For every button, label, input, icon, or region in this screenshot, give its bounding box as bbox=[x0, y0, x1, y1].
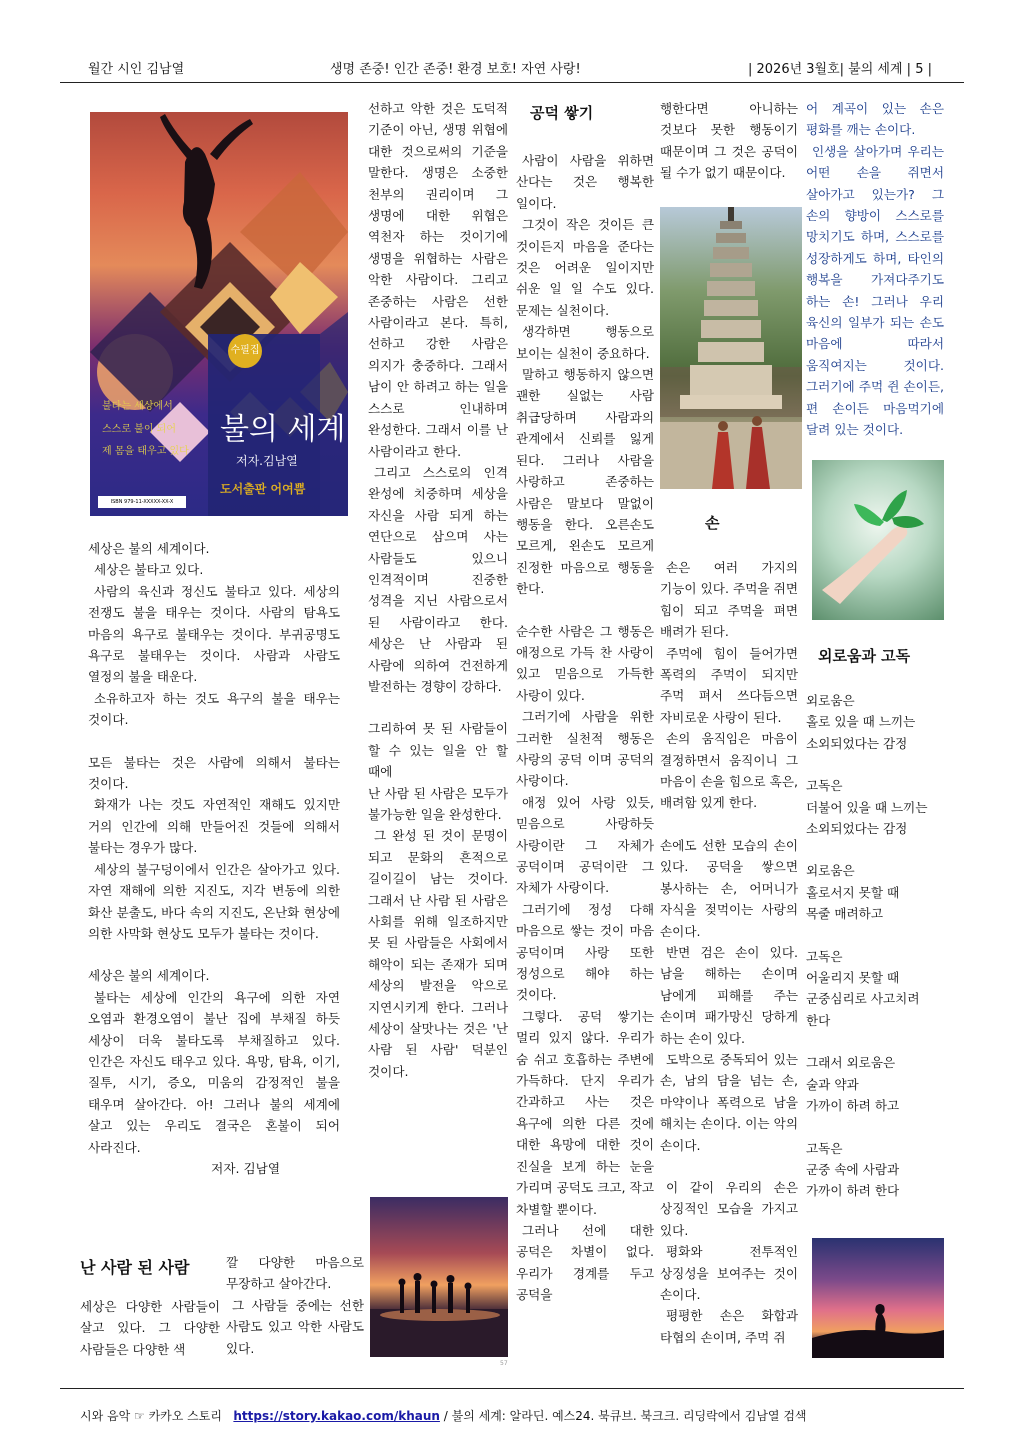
cover-line-2: 스스로 불이 되어 bbox=[102, 424, 176, 435]
poem-line: 고독은 bbox=[806, 948, 843, 964]
footer-prefix: 시와 음악 ☞ 카카오 스토리 bbox=[80, 1409, 222, 1423]
paragraph: 이 같이 우리의 손은 상징적인 모습을 가지고 있다. bbox=[660, 1179, 798, 1238]
paragraph: 사람의 육신과 정신도 불타고 있다. 세상의 전쟁도 불을 태우는 것이다. 사람의 탐욕도 마음의 욕구로 불태우는 것이다. 부귀공명도 욕구로 불태우는 것이다. 사람과 사람도 열정의 불을 태운다. bbox=[88, 583, 340, 685]
section-title-hand: 손 bbox=[705, 514, 720, 532]
hand-leaf-art bbox=[812, 460, 944, 620]
paragraph: 불타는 세상에 인간의 욕구에 의한 자연 오염과 환경오염이 불난 집에 부채질 하듯 세상이 더욱 불타도록 부채질하고 있다. 인간은 자신도 태우고 있다. 욕망, 탐욕, 이기, 질투, 시기, 증오, 미움의 감정적인 불을 태우며 살아간다. 아! 그러나 불의 세계에 살고 있는 우리도 결국은 혼불이 되어 사라진다. bbox=[88, 989, 340, 1155]
paragraph: 그리하여 못 된 사람들이 할 수 있는 일을 안 할 때에 bbox=[368, 721, 508, 780]
paragraph: 주먹에 힘이 들어가면 폭력의 주먹이 되지만 주먹 펴서 쓰다듬으면 자비로운 사랑이 된다. bbox=[660, 645, 798, 725]
paragraph: 모든 불타는 것은 사람에 의해서 불타는 것이다. bbox=[88, 754, 340, 792]
poem-line: 군중 속에 사람과 bbox=[806, 1161, 900, 1177]
paragraph: 세상은 불의 세계이다. bbox=[88, 541, 210, 556]
cover-badge: 수필집 bbox=[228, 334, 262, 368]
paragraph: 그렇다. 공덕 쌓기는 멀리 있지 않다. 우리가 숨 쉬고 호흡하는 주변에 가득하다. 단지 우리가 간과하고 사는 것은 욕구에 의한 다른 것에 대한 욕망에 대한 것이 진실을 보게 하는 눈을 가리며 공덕도 크고, 작고 차별할 뿐이다. bbox=[516, 1008, 654, 1217]
paragraph: 반면 검은 손이 있다. 남을 해하는 손이며 남에게 피해를 주는 손이며 패가망신 당하게 하는 손이 있다. bbox=[660, 944, 798, 1046]
poem-line: 홀로 있을 때 느끼는 bbox=[806, 714, 916, 730]
paragraph: 그것이 작은 것이든 큰 것이든지 마음을 준다는 것은 어려운 일이지만 쉬운 일 일 수도 있다. 문제는 실천이다. bbox=[516, 217, 654, 318]
poem-line: 가까이 하려 한다 bbox=[806, 1183, 900, 1199]
pagoda-monks-image bbox=[660, 207, 802, 489]
footer-suffix: / 불의 세계: 알라딘. 예스24. 북큐브. 북크크. 리딩락에서 김남열 검색 bbox=[443, 1409, 807, 1423]
cover-author: 저자.김남열 bbox=[236, 454, 298, 468]
sunset-people-image bbox=[370, 1197, 508, 1357]
section-title-loneliness: 외로움과 고독 bbox=[818, 647, 911, 665]
poem-line: 술과 약과 bbox=[806, 1076, 859, 1092]
paragraph: 어 계곡이 있는 손은 평화를 깨는 손이다. bbox=[806, 101, 944, 138]
essay-nan-column bbox=[368, 98, 508, 1082]
poem-line: 고독은 bbox=[806, 1140, 843, 1156]
essay-hand-continued bbox=[806, 98, 944, 441]
paragraph: 세상은 불의 세계이다. bbox=[88, 968, 210, 984]
essay-merit bbox=[516, 150, 654, 1306]
footer bbox=[80, 1407, 807, 1424]
poem-line: 고독은 bbox=[806, 778, 843, 794]
paragraph: 도박으로 중독되어 있는 손, 남의 담을 넘는 손, 마약이나 폭력으로 남을 해치는 손이다. 이는 악의 손이다. bbox=[660, 1051, 798, 1153]
essay-merit-continued: 행한다면 아니하는 것보다 못한 행동이기 때문이며 그 것은 공덕이 될 수가 없기 때문이다. bbox=[660, 101, 798, 181]
paragraph: 손에도 선한 모습의 손이 있다. 공덕을 쌓으면 봉사하는 손, 어머니가 자식을 젖먹이는 사랑의 손이다. bbox=[660, 837, 798, 939]
page-mark: 57 bbox=[500, 1360, 508, 1367]
poem-line: 소외되었다는 감정 bbox=[806, 735, 908, 751]
paragraph: 세상은 불타고 있다. bbox=[94, 562, 204, 578]
paragraph: 인생을 살아가며 우리는 어떤 손을 쥐면서 살아가고 있는가? 그 손의 향방이 스스로를 망치기도 하며, 스스로를 성장하게도 하며, 타인의 행복을 가져다주기도 하는 손! 그러나 우리 육신의 일부가 되는 손도 마음에 따라서 움직여지는 것이다. 그러기에 주먹 쥔 손이든, 편 손이든 마음먹기에 달려 있는 것이다. bbox=[806, 143, 944, 438]
header-left: 월간 시인 김남열 bbox=[88, 62, 185, 77]
paragraph: 말하고 행동하지 않으면 괜한 실없는 사람 취급당하며 사람과의 관계에서 신뢰를 잃게 된다. 그러나 사람을 사랑하고 존중하는 사람은 말보다 말없이 행동을 한다. 오른손도 모르게, 왼손도 모르게 진정한 마음으로 행동을 한다. bbox=[516, 367, 654, 597]
essay-hand bbox=[660, 557, 798, 1348]
paragraph: 화재가 나는 것도 자연적인 재해도 있지만 거의 인간에 의해 만들어진 것들에 의해서 불타는 경우가 많다. bbox=[88, 797, 340, 856]
cover-publisher: 도서출판 어여쁨 bbox=[220, 482, 306, 496]
poem-line: 그래서 외로움은 bbox=[806, 1055, 896, 1071]
sunset-silhouettes bbox=[370, 1197, 508, 1357]
paragraph: 그러기에 정성 다해 마음으로 쌓는 것이 마음 공덕이며 사랑 또한 정성으로 해야 하는 것이다. bbox=[516, 901, 654, 1003]
author-credit: 저자. 김남열 bbox=[211, 1160, 280, 1176]
poem-line: 목줄 매려하고 bbox=[806, 906, 883, 922]
poem-line: 외로움은 bbox=[806, 693, 855, 708]
poem-line: 군중심리로 사고치려 한다 bbox=[806, 991, 920, 1028]
paragraph: 난 사람 된 사람은 모두가 불가능한 일을 완성한다. bbox=[368, 785, 508, 822]
poem-line: 더불어 있을 때 느끼는 bbox=[806, 799, 928, 815]
cover-line-3: 제 몸을 태우고 있다 bbox=[102, 446, 189, 457]
section-title-nan: 난 사람 된 사람 bbox=[80, 1258, 190, 1277]
paragraph: 그 완성 된 것이 문명이 되고 문화의 흔적으로 길이길이 남는 것이다. 그래서 난 사람 된 사람은 사회를 위해 일조하지만 못 된 사람들은 사회에서 해악이 되는 존재가 되며 세상의 발전을 악으로 지연시키게 한다. 그러나 세상이 살맛나는 것은 '난 사람 된 사람' 덕분인 것이다. bbox=[368, 828, 508, 1079]
book-cover-image bbox=[90, 112, 348, 516]
pagoda-art bbox=[660, 207, 802, 489]
silhouette-art bbox=[812, 1238, 944, 1358]
poem-line: 소외되었다는 감정 bbox=[806, 821, 908, 837]
hand-leaf-image bbox=[812, 460, 944, 620]
paragraph: 그러기에 사람을 위한 그러한 실천적 행동은 사랑의 공덕 이며 공덕의 사랑이다. bbox=[516, 709, 654, 789]
sunset-silhouette-image bbox=[812, 1238, 944, 1358]
paragraph: 사람이 사람을 위하면 산다는 것은 행복한 일이다. bbox=[516, 153, 654, 211]
section-nan-left: 세상은 다양한 사람들이 살고 있다. 그 다양한 사람들은 다양한 색 bbox=[80, 1299, 220, 1357]
paragraph: 소유하고자 하는 것도 욕구의 불을 태우는 것이다. bbox=[88, 690, 340, 728]
poem-line: 가까이 하려 하고 bbox=[806, 1098, 900, 1114]
paragraph: 애정 있어 사랑 있듯, 믿음으로 사랑하듯 사랑이란 그 자체가 공덕이며 공덕이란 그 자체가 사랑이다. bbox=[516, 794, 654, 896]
essay-fire-world bbox=[88, 538, 340, 1179]
poem-line: 홀로서지 못할 때 bbox=[806, 884, 900, 900]
cover-isbn: ISBN 979-11-XXXXX-XX-X bbox=[98, 496, 186, 508]
paragraph: 그리고 스스로의 인격 완성에 치중하며 세상을 자신을 사람 되게 하는 연단으로 삼으며 사는 사람들도 있으니 인격적이며 진중한 성격을 지닌 사람으로서 된 사람이라고 한다. 세상은 난 사람과 된 사람에 의하여 건전하게 발전하는 경향이 강하다. bbox=[368, 464, 508, 694]
paragraph: 선하고 악한 것은 도덕적 기준이 아닌, 생명 위협에 대한 것으로써의 기준을 말한다. 생명은 소중한 천부의 권리이며 그 생명에 대한 위협은 역천자 하는 것이기에 생명을 위협하는 사람은 악한 사람이다. 그리고 존중하는 사람은 선한 사람이라고 본다. 특히, 선하고 강한 사람은 의지가 충중하다. 그래서 남이 안 하려고 하는 일을 스스로 인내하며 완성한다. 그래서 이를 난 사람이라고 한다. bbox=[368, 101, 508, 459]
paragraph: 손은 여러 가지의 기능이 있다. 주먹을 쥐면 힘이 되고 주먹을 펴면 배려가 된다. bbox=[660, 560, 798, 640]
header-right: | 2026년 3월호| 불의 세계 | 5 | bbox=[748, 62, 932, 77]
poem-loneliness bbox=[806, 690, 946, 1202]
paragraph: 생각하면 행동으로 보이는 실천이 중요하다. bbox=[516, 324, 654, 361]
section-title-merit: 공덕 쌓기 bbox=[530, 104, 594, 122]
paragraph: 평평한 손은 화합과 타협의 손이며, 주먹 쥐 bbox=[660, 1308, 798, 1345]
paragraph: 손의 움직임은 마음이 결정하면서 움직이니 그 마음이 손을 힘으로 혹은, 배려함 있게 한다. bbox=[660, 731, 798, 811]
paragraph: 그 사람들 중에는 선한 사람도 있고 악한 사람도 있다. bbox=[226, 1297, 364, 1356]
cover-line-1: 불타는 세상에서 bbox=[102, 401, 173, 412]
section-nan-right bbox=[226, 1252, 364, 1359]
kakao-story-link[interactable]: https://story.kakao.com/khaun bbox=[233, 1409, 440, 1423]
paragraph: 세상의 불구덩이에서 인간은 살아가고 있다. 자연 재해에 의한 지진도, 지각 변동에 의한 화산 분출도, 바다 속의 지진도, 온난화 현상에 의한 사막화 현상도 모두가 불타는 것이다. bbox=[88, 861, 340, 941]
header-rule bbox=[60, 82, 964, 83]
poem-line: 외로움은 bbox=[806, 863, 855, 879]
footer-rule bbox=[60, 1388, 964, 1389]
cover-title: 불의 세계 bbox=[220, 412, 346, 447]
paragraph: 깔 다양한 마음으로 무장하고 살아간다. bbox=[226, 1255, 364, 1292]
poem-line: 어울리지 못할 때 bbox=[806, 970, 900, 986]
paragraph: 순수한 사람은 그 행동은 애정으로 가득 찬 사랑이 있고 믿음으로 가득한 사랑이 있다. bbox=[516, 623, 654, 703]
paragraph: 그러나 선에 대한 공덕은 차별이 없다. 우리가 경계를 두고 공덕을 bbox=[516, 1222, 654, 1303]
paragraph: 평화와 전투적인 상징성을 보여주는 것이 손이다. bbox=[660, 1244, 798, 1302]
header-center: 생명 존중! 인간 존중! 환경 보호! 자연 사랑! bbox=[330, 62, 581, 77]
